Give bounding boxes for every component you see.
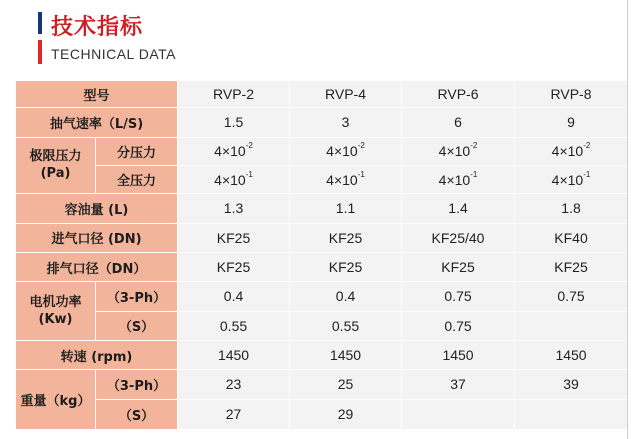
total-pressure-cell: $4\times 10^{-1}$ — [178, 165, 290, 193]
right-edge-strip — [627, 0, 637, 439]
outlet-cell: KF25 — [402, 252, 515, 281]
model-cell: RVP-4 — [290, 81, 402, 108]
speed-cell: 9 — [515, 108, 628, 137]
row-sublabel-weight-3ph: （3-Ph） — [96, 370, 178, 399]
row-label-ultimate-pressure — [16, 137, 96, 194]
outlet-cell: KF25 — [515, 252, 628, 281]
table-row-oil — [16, 194, 628, 223]
page-header — [0, 0, 637, 74]
model-cell: RVP-8 — [515, 81, 628, 108]
table-row-weight-s — [16, 399, 628, 429]
table-row-speed — [16, 108, 628, 137]
table-row-motor-3ph — [16, 282, 628, 311]
inlet-cell: KF25 — [290, 223, 402, 252]
table-row-partial-pressure — [16, 137, 628, 165]
spec-table-container — [15, 80, 627, 430]
motor-3ph-cell: 0.75 — [402, 282, 515, 311]
motor-3ph-cell: 0.75 — [515, 282, 628, 311]
oil-cell: 1.1 — [290, 194, 402, 223]
weight-s-cell — [515, 399, 628, 429]
table-row-total-pressure — [16, 165, 628, 193]
row-label-motor — [16, 282, 96, 341]
partial-pressure-cell: $4\times 10^{-2}$ — [178, 137, 290, 165]
row-sublabel-weight-s: （S） — [96, 399, 178, 429]
table-row-inlet — [16, 223, 628, 252]
weight-3ph-cell: 39 — [515, 370, 628, 399]
row-label-inlet: 进气口径 (DN) — [16, 223, 178, 252]
rpm-cell: 1450 — [290, 340, 402, 369]
partial-pressure-cell: $4\times 10^{-2}$ — [515, 137, 628, 165]
oil-cell: 1.4 — [402, 194, 515, 223]
total-pressure-cell: $4\times 10^{-1}$ — [402, 165, 515, 193]
motor-s-cell: 0.55 — [290, 311, 402, 340]
rpm-cell: 1450 — [178, 340, 290, 369]
table-row-motor-s — [16, 311, 628, 340]
total-pressure-cell: $4\times 10^{-1}$ — [290, 165, 402, 193]
model-cell: RVP-6 — [402, 81, 515, 108]
table-row-outlet — [16, 252, 628, 281]
motor-s-cell: 0.55 — [178, 311, 290, 340]
ultimate-pressure-label: 极限压力 (Pa) — [29, 149, 82, 182]
row-label-oil: 容油量 (L) — [16, 194, 178, 223]
page-title: 技术指标 — [51, 15, 144, 40]
red-accent-bar — [38, 40, 42, 64]
rpm-cell: 1450 — [515, 340, 628, 369]
speed-cell: 3 — [290, 108, 402, 137]
inlet-cell: KF25 — [178, 223, 290, 252]
weight-s-cell: 27 — [178, 399, 290, 429]
total-pressure-cell: $4\times 10^{-1}$ — [515, 165, 628, 193]
speed-cell: 1.5 — [178, 108, 290, 137]
motor-3ph-cell: 0.4 — [290, 282, 402, 311]
weight-s-cell: 29 — [290, 399, 402, 429]
row-label-speed: 抽气速率（L/S) — [16, 108, 178, 137]
table-row-rpm — [16, 340, 628, 369]
partial-pressure-cell: $4\times 10^{-2}$ — [402, 137, 515, 165]
inlet-cell: KF25/40 — [402, 223, 515, 252]
motor-s-cell — [515, 311, 628, 340]
row-label-model: 型号 — [16, 81, 178, 108]
row-label-rpm: 转速 (rpm) — [16, 340, 178, 369]
spec-table — [15, 80, 628, 430]
row-sublabel-motor-s: （S） — [96, 311, 178, 340]
motor-3ph-cell: 0.4 — [178, 282, 290, 311]
row-sublabel-motor-3ph: （3-Ph） — [96, 282, 178, 311]
row-label-outlet: 排气口径（DN） — [16, 252, 178, 281]
weight-s-cell — [402, 399, 515, 429]
weight-3ph-cell: 25 — [290, 370, 402, 399]
weight-3ph-cell: 37 — [402, 370, 515, 399]
row-sublabel-partial: 分压力 — [96, 137, 178, 165]
partial-pressure-cell: $4\times 10^{-2}$ — [290, 137, 402, 165]
motor-power-label: 电机功率 (Kw) — [29, 295, 82, 328]
row-label-weight: 重量（kg） — [16, 370, 96, 430]
inlet-cell: KF40 — [515, 223, 628, 252]
model-cell: RVP-2 — [178, 81, 290, 108]
table-row-weight-3ph — [16, 370, 628, 399]
motor-s-cell: 0.75 — [402, 311, 515, 340]
blue-accent-bar — [38, 12, 42, 34]
weight-3ph-cell: 23 — [178, 370, 290, 399]
row-sublabel-total: 全压力 — [96, 165, 178, 193]
rpm-cell: 1450 — [402, 340, 515, 369]
table-row-model — [16, 81, 628, 108]
oil-cell: 1.8 — [515, 194, 628, 223]
oil-cell: 1.3 — [178, 194, 290, 223]
page-subtitle: TECHNICAL DATA — [51, 46, 176, 62]
outlet-cell: KF25 — [290, 252, 402, 281]
outlet-cell: KF25 — [178, 252, 290, 281]
speed-cell: 6 — [402, 108, 515, 137]
